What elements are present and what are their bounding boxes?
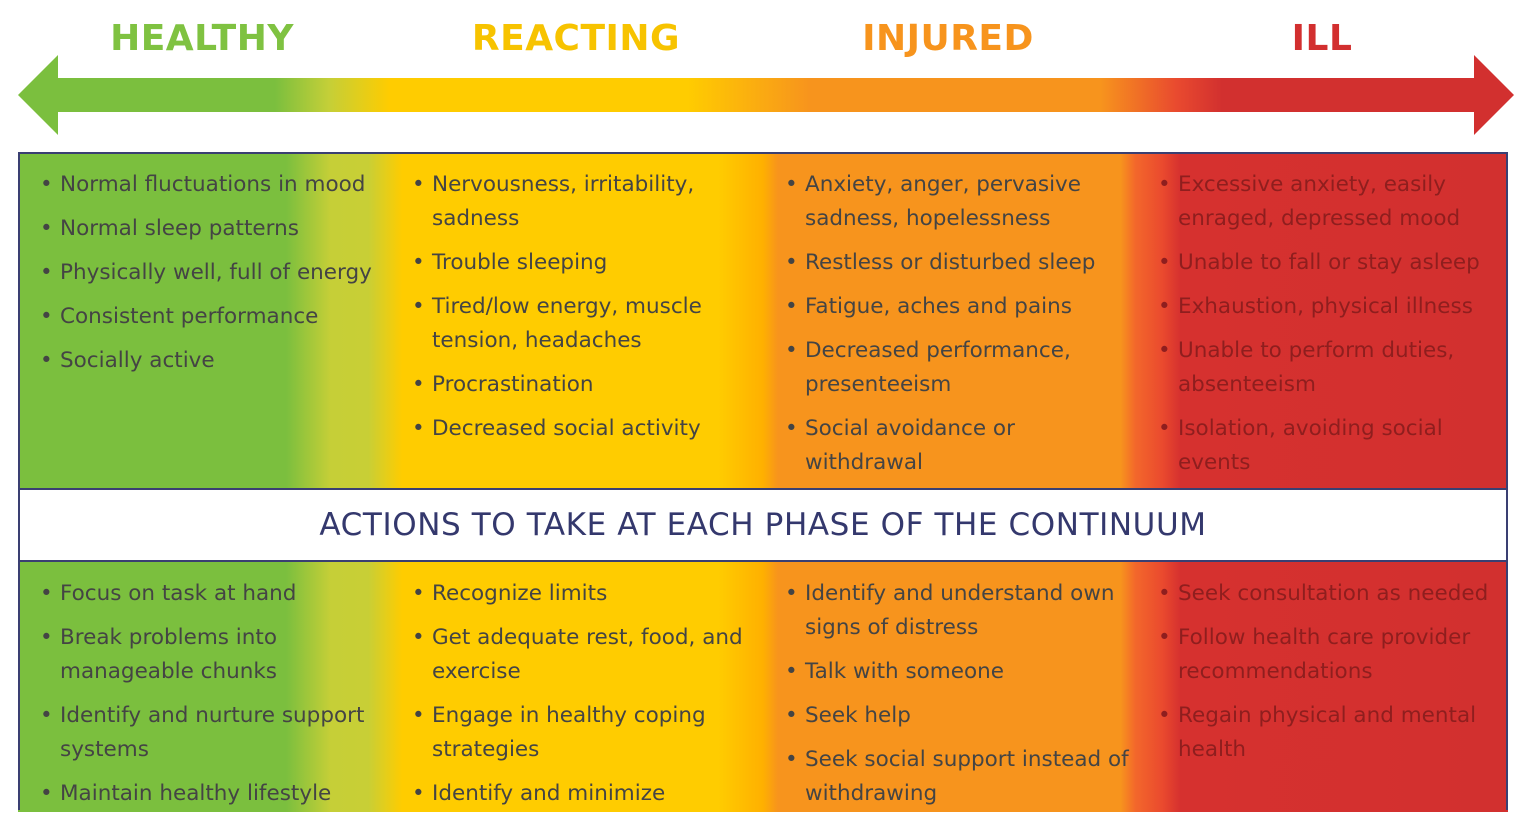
phase-heading-reacting: REACTING — [471, 18, 681, 59]
action-item: • Talk with someone — [782, 655, 1137, 689]
action-item: • Focus on task at hand — [37, 577, 392, 611]
symptom-item: • Anxiety, anger, pervasive sadness, hopelessness — [782, 168, 1132, 236]
symptom-item: • Unable to perform duties, absenteeism — [1155, 334, 1510, 402]
symptom-item: • Nervousness, irritability, sadness — [409, 168, 764, 236]
action-item: • Engage in healthy coping strategies — [409, 699, 764, 767]
symptom-item: • Excessive anxiety, easily enraged, depressed mood — [1155, 168, 1510, 236]
action-item: • Maintain healthy lifestyle — [37, 777, 392, 811]
phase-heading-injured: INJURED — [862, 18, 1034, 59]
symptom-item: • Physically well, full of energy — [37, 256, 392, 290]
action-item: • Follow health care provider recommendations — [1155, 621, 1510, 689]
symptom-item: • Trouble sleeping — [409, 246, 764, 280]
actions-column-reacting — [409, 577, 764, 821]
double-headed-arrow-icon — [0, 50, 1528, 140]
action-item: • Seek consultation as needed — [1155, 577, 1510, 611]
symptom-item: • Decreased performance, presenteeism — [782, 334, 1132, 402]
symptom-item: • Consistent performance — [37, 300, 392, 334]
actions-title-band — [18, 488, 1508, 562]
phase-heading-ill: ILL — [1291, 18, 1353, 59]
actions-title: ACTIONS TO TAKE AT EACH PHASE OF THE CONTINUUM — [319, 507, 1207, 543]
arrow-shape — [18, 55, 1514, 135]
symptom-item: • Fatigue, aches and pains — [782, 290, 1132, 324]
action-item: • Identify and minimize — [409, 777, 764, 811]
symptom-item: • Normal fluctuations in mood — [37, 168, 392, 202]
symptom-item: • Normal sleep patterns — [37, 212, 392, 246]
symptom-item: • Socially active — [37, 344, 392, 378]
action-item: • Seek social support instead of withdrawing — [782, 743, 1137, 811]
symptoms-column-injured — [782, 168, 1132, 490]
symptom-item: • Unable to fall or stay asleep — [1155, 246, 1510, 280]
symptom-item: • Isolation, avoiding social events — [1155, 412, 1510, 480]
actions-column-injured — [782, 577, 1137, 821]
symptom-item: • Exhaustion, physical illness — [1155, 290, 1510, 324]
action-item: • Identify and nurture support systems — [37, 699, 392, 767]
action-item: • Identify and understand own signs of distress — [782, 577, 1137, 645]
symptom-item: • Decreased social activity — [409, 412, 764, 446]
symptoms-column-healthy — [37, 168, 392, 388]
action-item: • Regain physical and mental health — [1155, 699, 1510, 767]
action-item: • Get adequate rest, food, and exercise — [409, 621, 764, 689]
symptom-item: • Tired/low energy, muscle tension, headaches — [409, 290, 764, 358]
phase-heading-healthy: HEALTHY — [110, 18, 294, 59]
actions-column-ill — [1155, 577, 1510, 777]
symptom-item: • Procrastination — [409, 368, 764, 402]
symptom-item: • Restless or disturbed sleep — [782, 246, 1132, 280]
symptoms-column-ill — [1155, 168, 1510, 490]
action-item: • Seek help — [782, 699, 1137, 733]
symptoms-column-reacting — [409, 168, 764, 456]
action-item: • Break problems into manageable chunks — [37, 621, 392, 689]
symptom-item: • Social avoidance or withdrawal — [782, 412, 1132, 480]
actions-column-healthy — [37, 577, 392, 821]
action-item: • Recognize limits — [409, 577, 764, 611]
